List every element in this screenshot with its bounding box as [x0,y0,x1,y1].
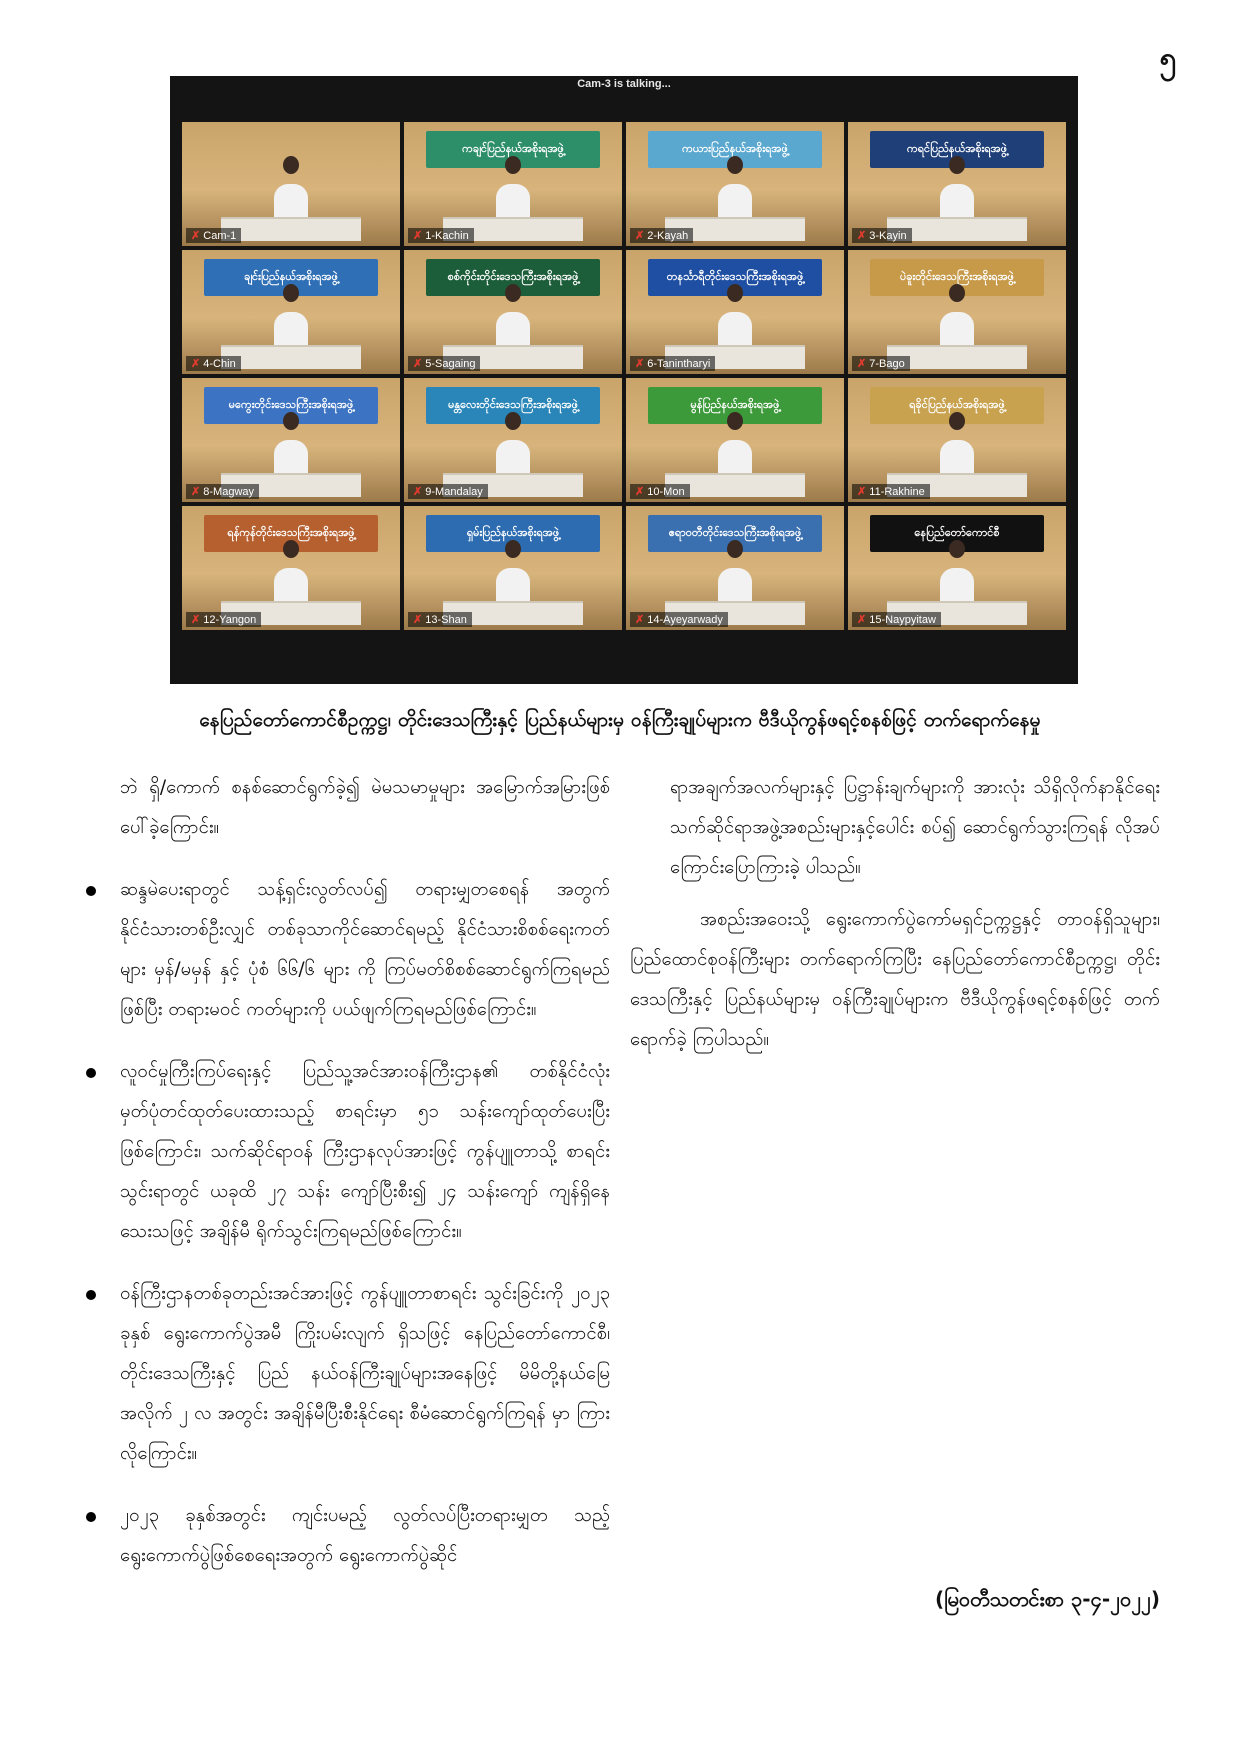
participant-head [727,412,743,430]
closing-paragraph: အစည်းအဝေးသို့ ရွေးကောက်ပွဲကော်မရှင်ဥက္ကဋ္ဌနှင့် တာဝန်ရှိသူများ၊ ပြည်ထောင်စုဝန်ကြီးများ တက်ရောက်ကြပြီး နေပြည်တော်ကောင်စီဥက္ကဋ္ဌ၊ တိုင်းဒေသကြီးနှင့် ပြည်နယ်များမှ ဝန်ကြီးချုပ်များက ဗီဒီယိုကွန်ဖရင့်စနစ်ဖြင့် တက်ရောက်ခဲ့ ကြပါသည်။ [630,909,1160,1050]
video-tile [626,506,844,630]
left-column [80,768,610,1598]
video-tile [404,378,622,502]
tile-banner: မွန်ပြည်နယ်အစိုးရအဖွဲ့ [648,387,822,424]
tile-banner: တနင်္သာရီတိုင်းဒေသကြီးအစိုးရအဖွဲ့ [648,259,822,296]
participant-head [283,412,299,430]
video-tile [182,506,400,630]
tile-label: ✗ 13-Shan [408,612,472,627]
tile-label: ✗ 2-Kayah [630,228,693,243]
video-tile [626,378,844,502]
bullet-dot-icon [86,1512,96,1522]
participant-head [505,156,521,174]
participant-head [505,284,521,302]
tile-label: ✗ 1-Kachin [408,228,474,243]
tile-label: ✗ 15-Naypyitaw [852,612,941,627]
bullet-dot-icon [86,1068,96,1078]
participant-head [727,156,743,174]
video-conference-photo [170,76,1078,684]
participant-head [505,412,521,430]
right-column [630,768,1160,1060]
tile-label: ✗ 11-Rakhine [852,484,930,499]
bullet-text: လူဝင်မှုကြီးကြပ်ရေးနှင့် ပြည်သူ့အင်အားဝန်ကြီးဌာန၏ တစ်နိုင်ငံလုံး မှတ်ပုံတင်ထုတ်ပေးထားသည့် စာရင်းမှာ ၅၁ သန်းကျော်ထုတ်ပေးပြီးဖြစ်ကြောင်း၊ သက်ဆိုင်ရာဝန် ကြီးဌာနလုပ်အားဖြင့် ကွန်ပျူတာသို့ စာရင်းသွင်းရာတွင် ယခုထိ ၂၇ သန်း ကျော်ပြီးစီး၍ ၂၄ သန်းကျော် ကျန်ရှိနေ သေးသဖြင့် အချိန်မီ ရိုက်သွင်းကြရမည်ဖြစ်ကြောင်း။ [120,1061,610,1242]
bullet-dot-icon [86,1290,96,1300]
bullet-item [80,1496,610,1576]
left-continuation-text: ဘဲ ရှိ/ကောက် စနစ်ဆောင်ရွက်ခဲ့၍ မဲမသမာမှုများ အမြောက်အမြားဖြစ်ပေါ်ခဲ့ကြောင်း။ [120,777,610,838]
tile-banner: ဧရာဝတီတိုင်းဒေသကြီးအစိုးရအဖွဲ့ [648,515,822,552]
video-tile [182,122,400,246]
participant-head [283,284,299,302]
page-number: ၅ [1159,41,1177,76]
bullet-list [80,870,610,1576]
video-tile [848,250,1066,374]
tile-label: ✗ 6-Tanintharyi [630,356,715,371]
tile-label: ✗ 12-Yangon [186,612,261,627]
participant-head [949,412,965,430]
video-tile [626,122,844,246]
tile-banner: ရန်ကုန်တိုင်းဒေသကြီးအစိုးရအဖွဲ့ [204,515,378,552]
video-tile [848,122,1066,246]
video-tile [848,506,1066,630]
tile-label: ✗ 8-Magway [186,484,259,499]
video-tile [848,378,1066,502]
participant-head [283,540,299,558]
video-tile [404,122,622,246]
tile-banner: ပဲခူးတိုင်းဒေသကြီးအစိုးရအဖွဲ့ [870,259,1044,296]
tile-banner: ရှမ်းပြည်နယ်အစိုးရအဖွဲ့ [426,515,600,552]
bullet-text: ၂၀၂၃ ခုနှစ်အတွင်း ကျင်းပမည့် လွတ်လပ်ပြီးတရားမျှတ သည့် ရွေးကောက်ပွဲဖြစ်စေရေးအတွက် ရွေးကောက်ပွဲဆိုင် [120,1505,610,1566]
participant-head [727,284,743,302]
tile-banner: မန္တလေးတိုင်းဒေသကြီးအစိုးရအဖွဲ့ [426,387,600,424]
desk [221,217,361,241]
participant-head [949,284,965,302]
tile-banner: ချင်းပြည်နယ်အစိုးရအဖွဲ့ [204,259,378,296]
tile-banner: ကရင်ပြည်နယ်အစိုးရအဖွဲ့ [870,131,1044,168]
tile-banner: နေပြည်တော်ကောင်စီ [870,515,1044,552]
tile-banner: မကွေးတိုင်းဒေသကြီးအစိုးရအဖွဲ့ [204,387,378,424]
tile-label: ✗ Cam-1 [186,228,241,243]
participant-head [949,540,965,558]
bullet-text: ဝန်ကြီးဌာနတစ်ခုတည်းအင်အားဖြင့် ကွန်ပျူတာစာရင်း သွင်းခြင်းကို ၂၀၂၃ ခုနှစ် ရွေးကောက်ပွဲအမီ ကြိုးပမ်းလျက် ရှိသဖြင့် နေပြည်တော်ကောင်စီ၊ တိုင်းဒေသကြီးနှင့် ပြည် နယ်ဝန်ကြီးချုပ်များအနေဖြင့် မိမိတို့နယ်မြေအလိုက် ၂ လ အတွင်း အချိန်မီပြီးစီးနိုင်ရေး စီမံဆောင်ရွက်ကြရန် မှာ ကြားလိုကြောင်း။ [120,1283,610,1464]
tile-label: ✗ 10-Mon [630,484,690,499]
video-tile [404,250,622,374]
source-citation: (မြဝတီသတင်းစာ ၃-၄-၂၀၂၂) [934,1587,1160,1611]
tile-label: ✗ 4-Chin [186,356,241,371]
tile-banner: ကချင်ပြည်နယ်အစိုးရအဖွဲ့ [426,131,600,168]
tile-banner: စစ်ကိုင်းတိုင်းဒေသကြီးအစိုးရအဖွဲ့ [426,259,600,296]
tile-label: ✗ 9-Mandalay [408,484,488,499]
participant-head [949,156,965,174]
video-tile [626,250,844,374]
tile-banner: ရခိုင်ပြည်နယ်အစိုးရအဖွဲ့ [870,387,1044,424]
right-continuation-text: ရာအချက်အလက်များနှင့် ပြဋ္ဌာန်းချက်များကို အားလုံး သိရှိလိုက်နာနိုင်ရေး သက်ဆိုင်ရာအဖွဲ့အစည်းများနှင့်ပေါင်း စပ်၍ ဆောင်ရွက်သွားကြရန် လိုအပ်ကြောင်းပြောကြားခဲ့ ပါသည်။ [670,777,1160,878]
talking-indicator: Cam-3 is talking... [577,78,671,90]
bullet-dot-icon [86,886,96,896]
tile-label: ✗ 5-Sagaing [408,356,480,371]
bullet-item [80,1052,610,1252]
tile-label: ✗ 3-Kayin [852,228,912,243]
bullet-text: ဆန္ဒမဲပေးရာတွင် သန့်ရှင်းလွတ်လပ်၍ တရားမျှတစေရန် အတွက် နိုင်ငံသားတစ်ဦးလျှင် တစ်ခုသာကိုင်ဆောင်ရမည့် နိုင်ငံသားစိစစ်ရေးကတ်များ မှန်/မမှန် နှင့် ပုံစံ ၆၆/၆ များ ကို ကြပ်မတ်စိစစ်ဆောင်ရွက်ကြရမည်ဖြစ်ပြီး တရားမဝင် ကတ်များကို ပယ်ဖျက်ကြရမည်ဖြစ်ကြောင်း။ [120,879,610,1020]
desk [221,345,361,369]
video-tile [404,506,622,630]
participant-head [727,540,743,558]
tile-label: ✗ 7-Bago [852,356,910,371]
participant-head [283,156,299,174]
photo-caption: နေပြည်တော်ကောင်စီဥက္ကဋ္ဌ၊ တိုင်းဒေသကြီးနှင့် ပြည်နယ်များမှ ဝန်ကြီးချုပ်များက ဗီဒီယိုကွန်ဖရင့်စနစ်ဖြင့် တက်ရောက်နေမှု [199,709,1041,731]
tile-banner: ကယားပြည်နယ်အစိုးရအဖွဲ့ [648,131,822,168]
bullet-item [80,870,610,1030]
video-tile-grid [182,122,1066,630]
video-tile [182,378,400,502]
bullet-item [80,1274,610,1474]
tile-label: ✗ 14-Ayeyarwady [630,612,728,627]
video-tile [182,250,400,374]
participant-head [505,540,521,558]
